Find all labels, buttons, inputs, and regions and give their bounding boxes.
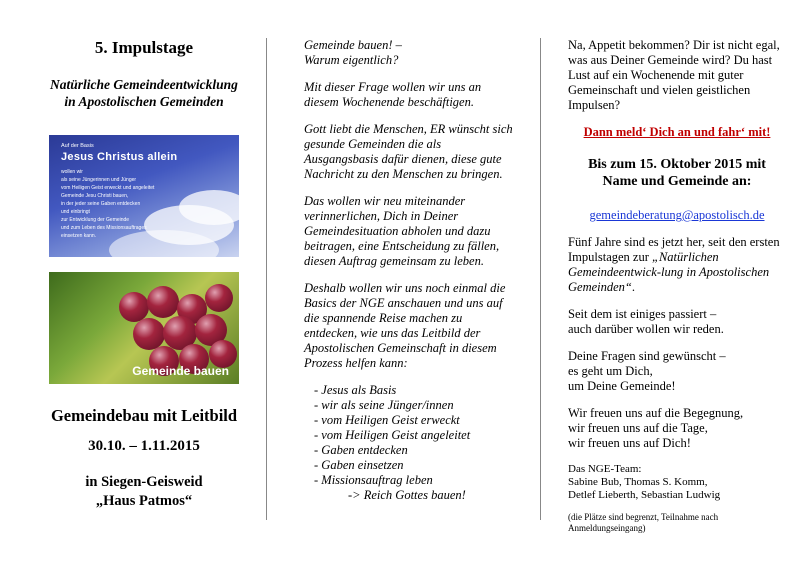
- history-end: .: [631, 280, 635, 294]
- topics-list: [304, 383, 518, 503]
- column-right: [568, 38, 786, 534]
- history-paragraph: [568, 235, 786, 295]
- paragraph: Das wollen wir neu miteinander verinnerlichen, Dich in Deiner Gemeindesituation abholen und dazu beitragen, eine Entscheidung zu fällen, diesen Auftrag gemeinsam zu leben.: [304, 194, 500, 268]
- location-line-2: „Haus Patmos“: [95, 493, 193, 509]
- column-middle: [304, 38, 518, 503]
- history-intro: Fünf Jahre sind es jetzt her, seit den ersten Impulstagen zur: [568, 235, 780, 264]
- since-line-2: auch darüber wollen wir reden.: [568, 322, 724, 336]
- list-item: - Missionsauftrag leben: [314, 473, 433, 487]
- subtitle-line-1: Natürliche Gemeindeentwicklung: [50, 77, 238, 92]
- deadline-line-1: Bis zum 15. Oktober 2015 mit: [588, 157, 766, 172]
- column-left: [20, 38, 268, 511]
- list-item: - Gaben einsetzen: [314, 458, 404, 472]
- list-item: - Jesus als Basis: [314, 383, 397, 397]
- team-members-line-2: Detlef Lieberth, Sebastian Ludwig: [568, 489, 721, 501]
- list-item: - vom Heiligen Geist erweckt: [314, 413, 460, 427]
- paragraph: Gott liebt die Menschen, ER wünscht sich gesunde Gemeinden die als Ausgangsbasis dafür dienen, diese gute Nachricht zu den Menschen zu bringen.: [304, 122, 513, 181]
- image-line: als seine Jüngerinnen und Jünger: [61, 177, 137, 183]
- team-label: Das NGE-Team:: [568, 463, 642, 475]
- image-line: einsetzen kann.: [61, 233, 97, 239]
- question-line-1: Gemeinde bauen! –: [304, 38, 402, 52]
- image-text-lines: [61, 168, 154, 240]
- list-item: - wir als seine Jünger/innen: [314, 398, 454, 412]
- image-line: in der jeder seine Gaben entdecken: [61, 201, 141, 207]
- event-location: [20, 473, 268, 511]
- subtitle-line-2: in Apostolischen Gemeinden: [64, 94, 224, 109]
- location-line-1: in Siegen-Geisweid: [85, 474, 203, 490]
- paragraph: Mit dieser Frage wollen wir uns an diesem Wochenende beschäftigen.: [304, 80, 482, 109]
- image-line: Gemeinde Jesu Christi bauen,: [61, 193, 129, 199]
- registration-note: (die Plätze sind begrenzt, Teilnahme nach Anmeldungseingang): [568, 512, 719, 533]
- divider-right: [540, 38, 541, 520]
- paragraph: Deshalb wollen wir uns noch einmal die Basics der NGE anschauen und uns auf die spannende Reise machen zu entdecken, wie uns das Leitbild der Apostolischen Gemeinschaft in diesem Prozess helfen kann:: [304, 281, 506, 370]
- grapes-caption: Gemeinde bauen: [132, 364, 229, 378]
- questions-paragraph: [568, 349, 786, 394]
- image-line: und zum Leben des Missionsauftrages: [61, 225, 147, 231]
- image-line: wollen wir: [61, 169, 83, 175]
- team-block: [568, 463, 786, 502]
- list-item: - vom Heiligen Geist angeleitet: [314, 428, 471, 442]
- main-heading: Gemeindebau mit Leitbild: [50, 406, 238, 425]
- since-line-1: Seit dem ist einiges passiert –: [568, 307, 717, 321]
- signup-call-to-action: Dann meld‘ Dich an und fahr‘ mit!: [583, 125, 771, 139]
- welcome-line-1: Wir freuen uns auf die Begegnung,: [568, 406, 744, 420]
- registration-deadline: [568, 156, 786, 190]
- welcome-line-3: wir freuen uns auf Dich!: [568, 436, 691, 450]
- intro-question: [304, 38, 518, 68]
- team-members-line-1: Sabine Bub, Thomas S. Komm,: [568, 476, 708, 488]
- welcome-line-2: wir freuen uns auf die Tage,: [568, 421, 708, 435]
- list-conclusion: -> Reich Gottes bauen!: [348, 488, 466, 502]
- questions-line-2: es geht um Dich,: [568, 364, 653, 378]
- jesus-christus-image: [49, 135, 239, 257]
- image-line: und einbringt: [61, 209, 90, 215]
- grapes-image: [49, 272, 239, 384]
- since-paragraph: [568, 307, 786, 337]
- event-title: 5. Impulstage: [94, 38, 194, 57]
- email-link[interactable]: gemeindeberatung@apostolisch.de: [589, 208, 765, 222]
- history-italic: „Natürlichen Gemeindeentwick-lung in Apostolischen Gemeinden“: [568, 250, 770, 294]
- image-line: vom Heiligen Geist erweckt und angeleitet: [61, 185, 155, 191]
- appetite-paragraph: Na, Appetit bekommen? Dir ist nicht egal, was aus Deiner Gemeinde wird? Du hast Lust auf ein Wochenende mit guter Gemeinschaft und vielen geistlichen Impulsen?: [568, 38, 780, 112]
- image-headline: Jesus Christus allein: [61, 151, 178, 163]
- image-basis-text: Auf der Basis: [61, 143, 94, 149]
- deadline-line-2: Name und Gemeinde an:: [602, 174, 752, 189]
- question-line-2: Warum eigentlich?: [304, 53, 399, 67]
- event-subtitle: [20, 76, 268, 110]
- image-line: zur Entwicklung der Gemeinde: [61, 217, 130, 223]
- welcome-paragraph: [568, 406, 786, 451]
- event-dates: 30.10. – 1.11.2015: [88, 438, 200, 454]
- questions-line-1: Deine Fragen sind gewünscht –: [568, 349, 726, 363]
- list-item: - Gaben entdecken: [314, 443, 408, 457]
- questions-line-3: um Deine Gemeinde!: [568, 379, 676, 393]
